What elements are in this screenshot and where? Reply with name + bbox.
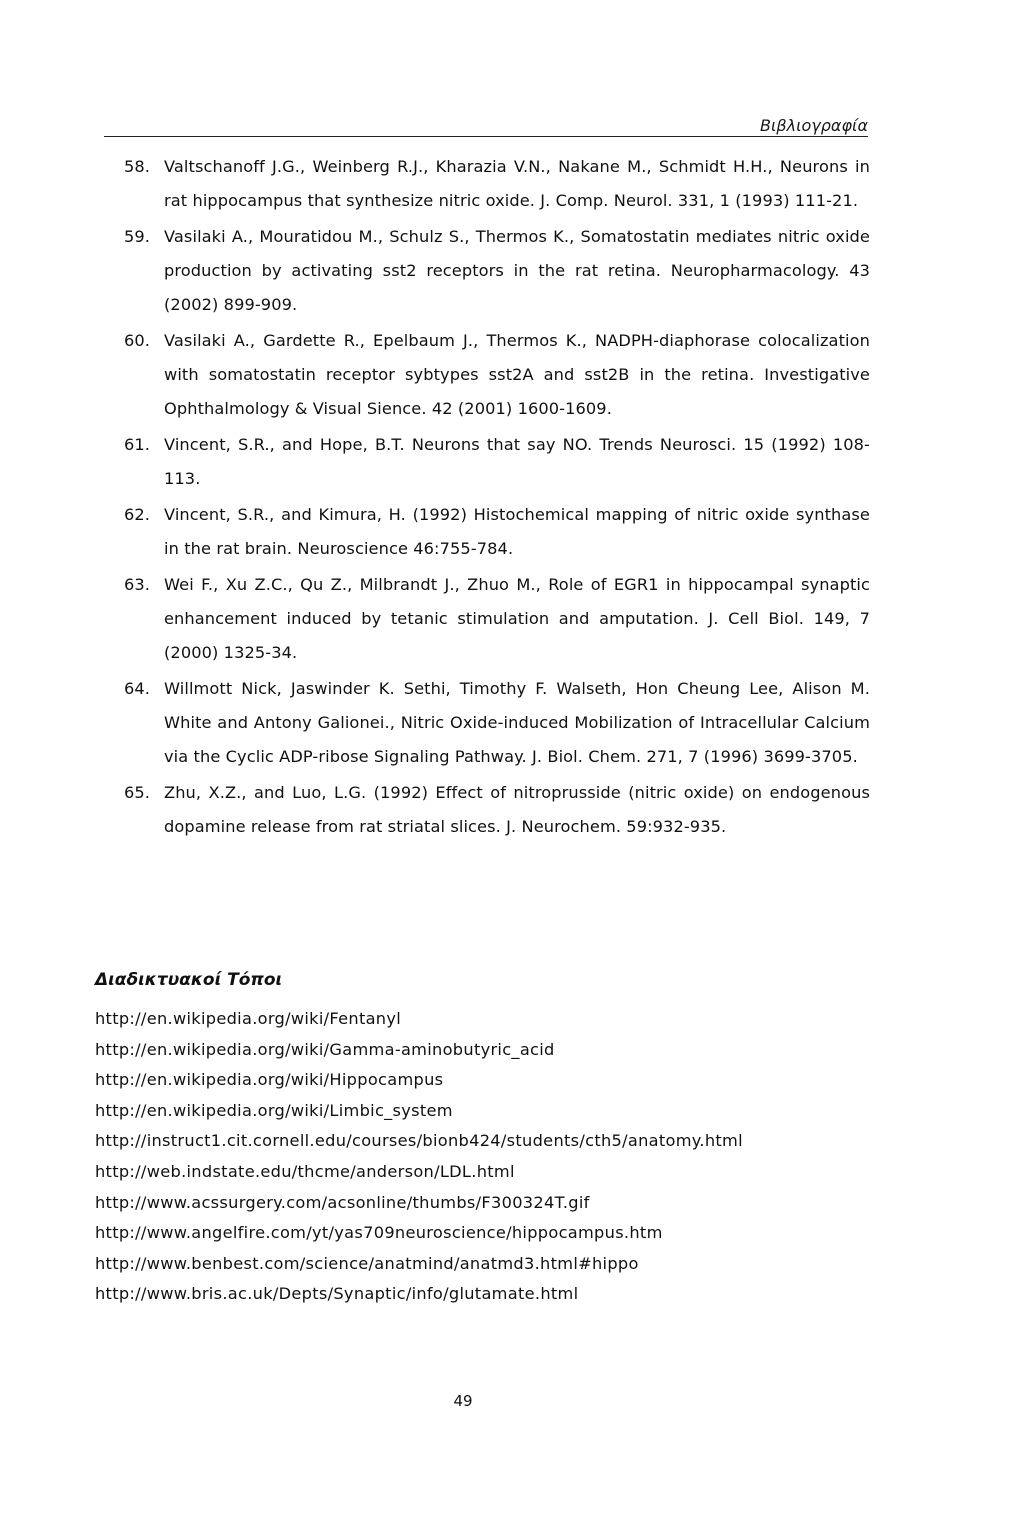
reference-number: 59. xyxy=(124,227,151,246)
reference-number: 61. xyxy=(124,435,151,454)
reference-text: Vasilaki A., Mouratidou M., Schulz S., Thermos K., Somatostatin mediates nitric oxide production by activating sst2 receptors in the rat retina. Neuropharmacology. 43 (2002) 899-909. xyxy=(164,227,870,314)
reference-item xyxy=(124,672,870,774)
reference-number: 63. xyxy=(124,575,151,594)
reference-item xyxy=(124,150,870,218)
running-header: Βιβλιογραφία xyxy=(760,116,868,135)
reference-number: 58. xyxy=(124,157,151,176)
reference-text: Vincent, S.R., and Kimura, H. (1992) Histochemical mapping of nitric oxide synthase in the rat brain. Neuroscience 46:755-784. xyxy=(164,505,870,558)
reference-item xyxy=(124,776,870,844)
reference-number: 65. xyxy=(124,783,151,802)
reference-text: Valtschanoff J.G., Weinberg R.J., Kharazia V.N., Nakane M., Schmidt H.H., Neurons in rat hippocampus that synthesize nitric oxide. J. Comp. Neurol. 331, 1 (1993) 111-21. xyxy=(164,157,870,210)
website-link[interactable]: http://web.indstate.edu/thcme/anderson/LDL.html xyxy=(95,1161,515,1181)
website-link[interactable]: http://www.angelfire.com/yt/yas709neuroscience/hippocampus.htm xyxy=(95,1223,663,1243)
reference-text: Vasilaki A., Gardette R., Epelbaum J., Thermos K., NADPH-diaphorase colocalization with somatostatin receptor sybtypes sst2A and sst2B in the retina. Investigative Ophthalmology & Visual Sience. 42 (2001) 1600-1609. xyxy=(164,331,870,418)
reference-item xyxy=(124,428,870,496)
reference-text: Zhu, X.Z., and Luo, L.G. (1992) Effect of nitroprusside (nitric oxide) on endogenous dopamine release from rat striatal slices. J. Neurochem. 59:932-935. xyxy=(164,783,870,836)
reference-text: Vincent, S.R., and Hope, B.T. Neurons that say NO. Trends Neurosci. 15 (1992) 108-113. xyxy=(164,435,870,488)
website-link[interactable]: http://www.benbest.com/science/anatmind/anatmd3.html#hippo xyxy=(95,1253,639,1273)
website-link-list xyxy=(95,1004,743,1310)
header-rule xyxy=(104,136,868,137)
website-link[interactable]: http://en.wikipedia.org/wiki/Hippocampus xyxy=(95,1070,444,1090)
reference-item xyxy=(124,220,870,322)
reference-item xyxy=(124,498,870,566)
reference-item xyxy=(124,324,870,426)
reference-list xyxy=(124,150,870,846)
website-link[interactable]: http://instruct1.cit.cornell.edu/courses/bionb424/students/cth5/anatomy.html xyxy=(95,1131,743,1151)
reference-text: Willmott Nick, Jaswinder K. Sethi, Timothy F. Walseth, Hon Cheung Lee, Alison M. White and Antony Galionei., Nitric Oxide-induced Mobilization of Intracellular Calcium via the Cyclic ADP-ribose Signaling Pathway. J. Biol. Chem. 271, 7 (1996) 3699-3705. xyxy=(164,679,870,766)
website-link[interactable]: http://en.wikipedia.org/wiki/Limbic_system xyxy=(95,1100,453,1120)
website-link[interactable]: http://www.acssurgery.com/acsonline/thumbs/F300324T.gif xyxy=(95,1192,590,1212)
website-link[interactable]: http://www.bris.ac.uk/Depts/Synaptic/info/glutamate.html xyxy=(95,1284,579,1304)
reference-text: Wei F., Xu Z.C., Qu Z., Milbrandt J., Zhuo M., Role of EGR1 in hippocampal synaptic enhancement induced by tetanic stimulation and amputation. J. Cell Biol. 149, 7 (2000) 1325-34. xyxy=(164,575,870,662)
reference-number: 64. xyxy=(124,679,151,698)
reference-number: 62. xyxy=(124,505,151,524)
reference-number: 60. xyxy=(124,331,151,350)
websites-heading: Διαδικτυακοί Τόποι xyxy=(95,970,283,990)
website-link[interactable]: http://en.wikipedia.org/wiki/Gamma-aminobutyric_acid xyxy=(95,1039,555,1059)
page-number: 49 xyxy=(453,1392,473,1410)
reference-item xyxy=(124,568,870,670)
website-link[interactable]: http://en.wikipedia.org/wiki/Fentanyl xyxy=(95,1009,402,1028)
